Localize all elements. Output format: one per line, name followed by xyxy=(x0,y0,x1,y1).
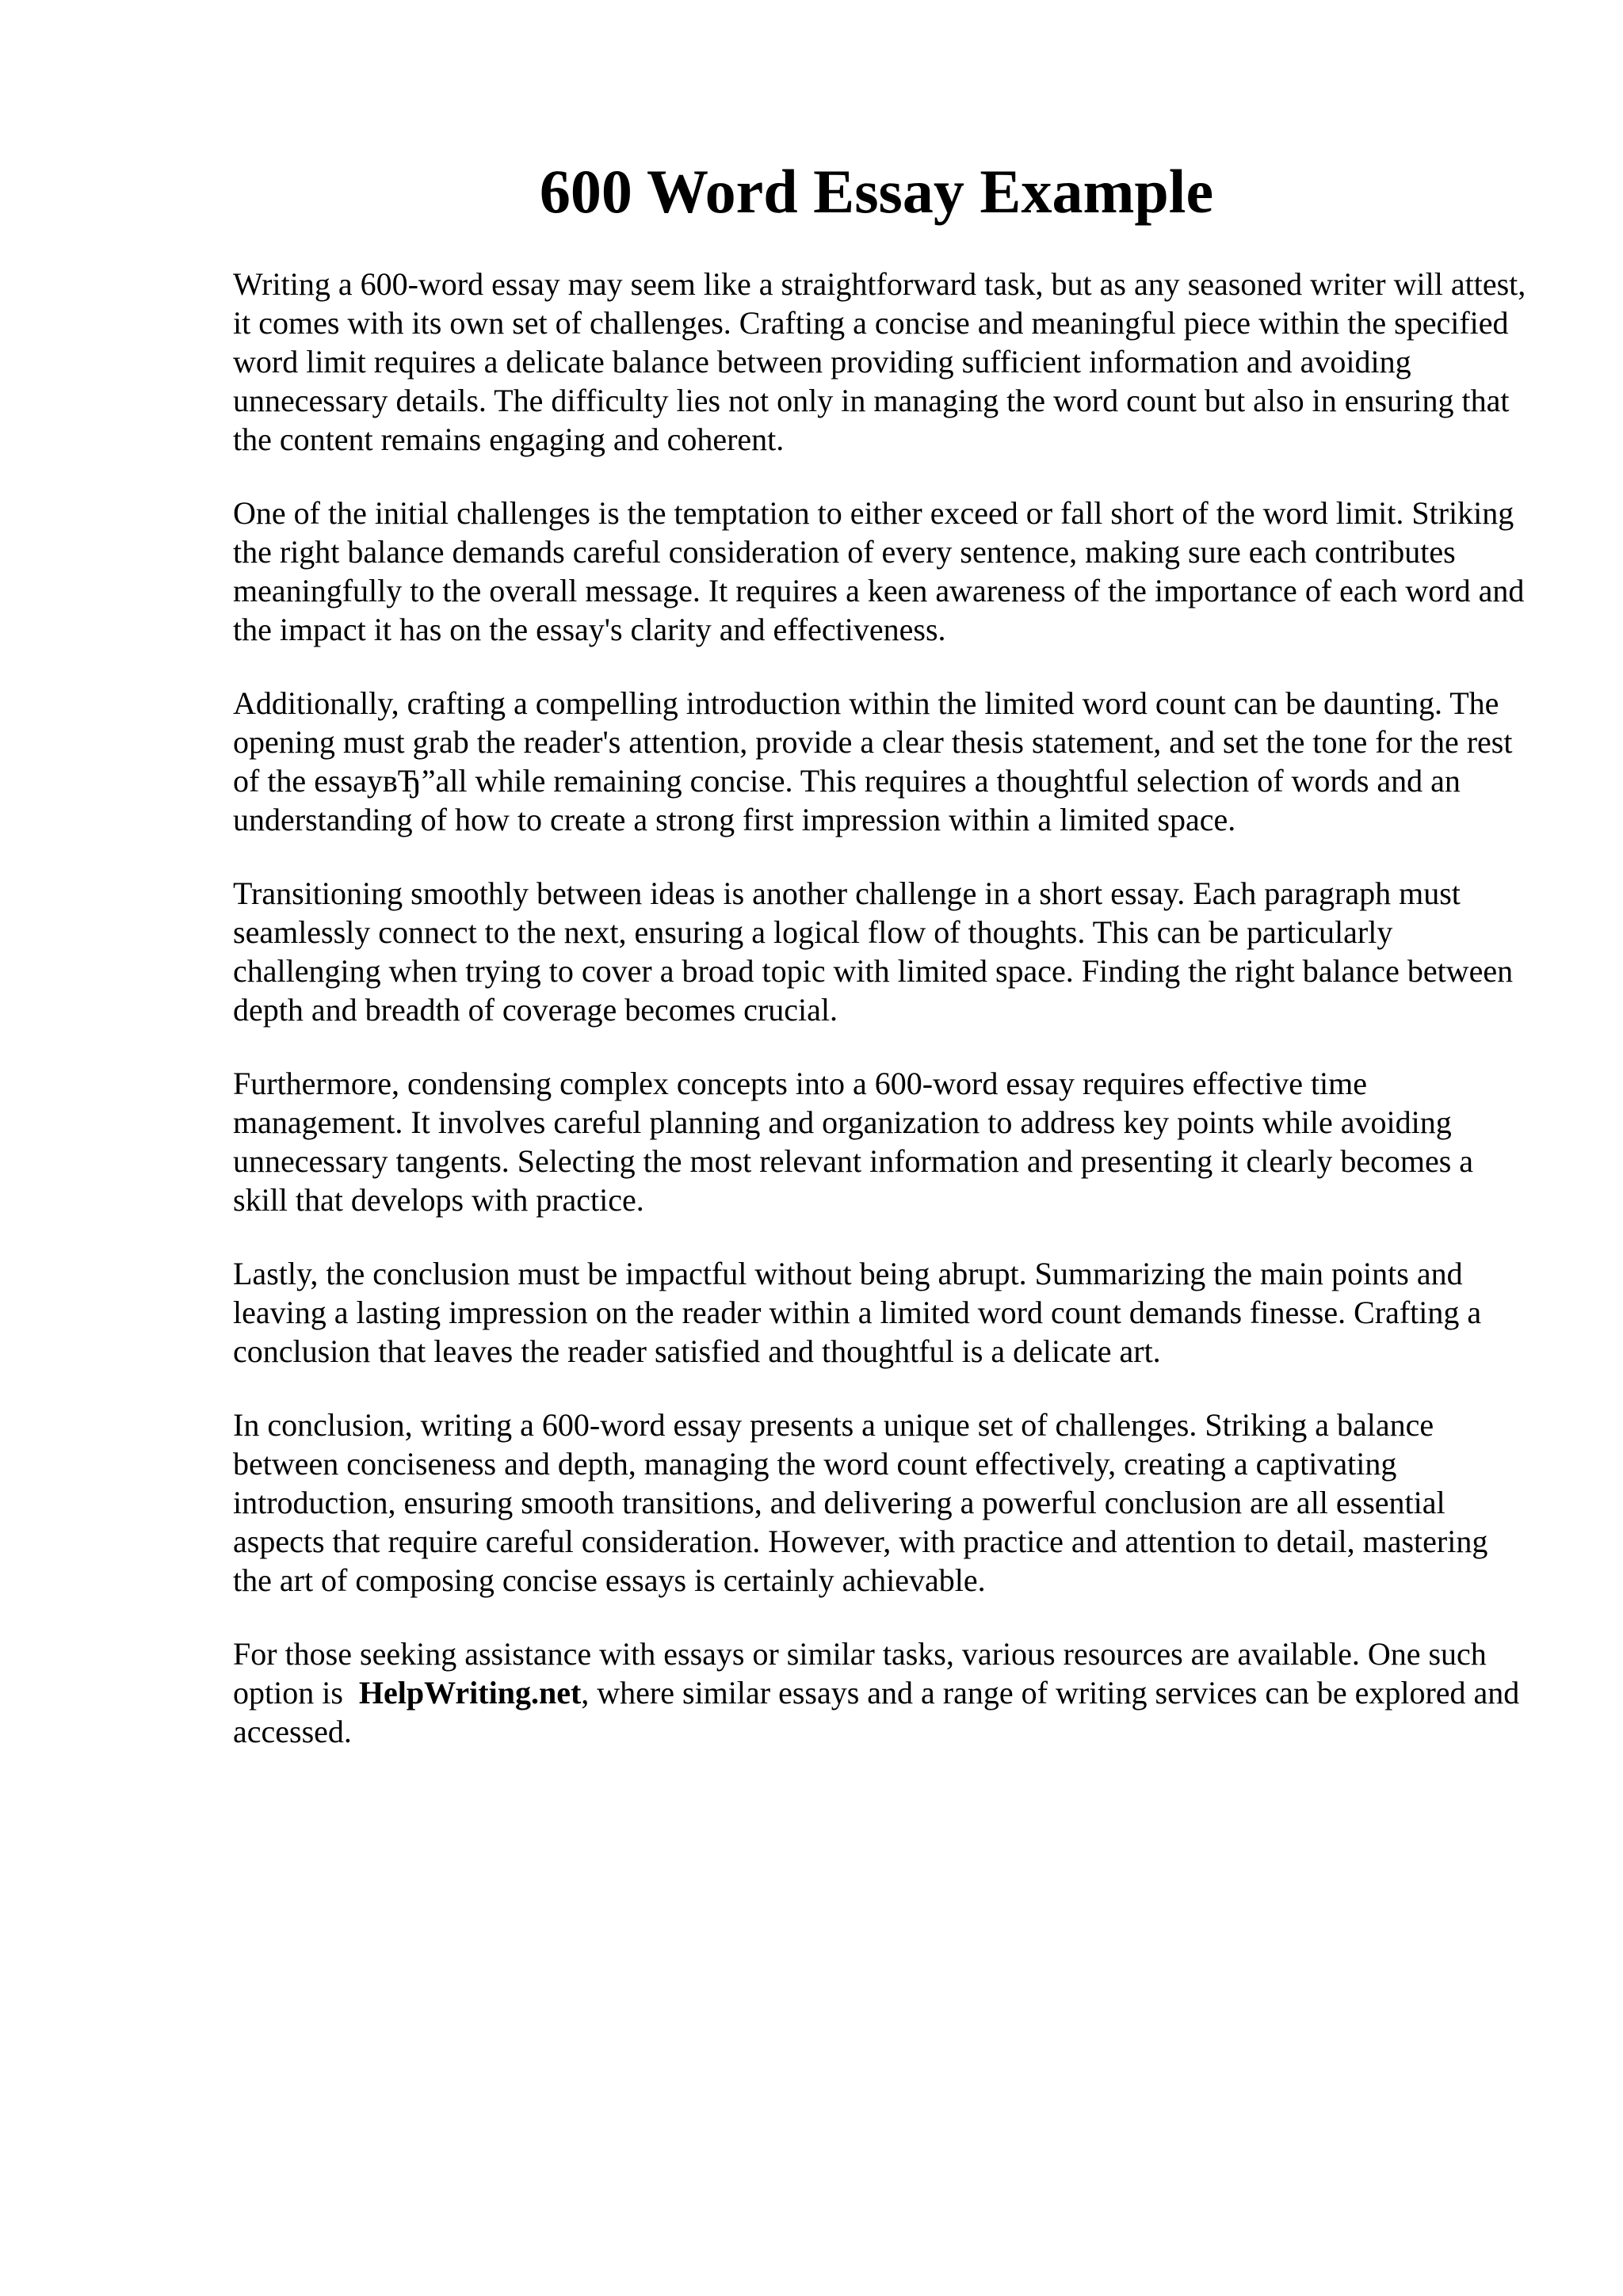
paragraph-6: Lastly, the conclusion must be impactful without being abrupt. Summarizing the main points and leaving a lasting impression on the reader within a limited word count demands finesse. Crafting a conclusion that leaves the reader satisfied and thoughtful is a delicate art. xyxy=(233,1256,1482,1369)
paragraph-7: In conclusion, writing a 600-word essay presents a unique set of challenges. Striking a balance between conciseness and depth, managing the word count effectively, creating a captivating introduction, ensuring smooth transitions, and delivering a powerful conclusion are all essential aspects that require careful consideration. However, with practice and attention to detail, mastering the art of composing concise essays is certainly achievable. xyxy=(233,1407,1488,1598)
paragraph-8 xyxy=(233,1634,1533,1751)
page-title: 600 Word Essay Example xyxy=(539,157,1214,226)
essay-body xyxy=(233,265,1533,1786)
paragraph-8-intro: For those seeking assistance with essays or similar tasks, various resources are available. One such option is xyxy=(233,1636,1487,1711)
helpwriting-link[interactable]: HelpWriting.net xyxy=(358,1675,582,1711)
paragraph-3: Additionally, crafting a compelling introduction within the limited word count can be daunting. The opening must grab the reader's attention, provide a clear thesis statement, and set the tone for the rest of the essayвЂ”all while remaining concise. This requires a thoughtful selection of words and an understanding of how to create a strong first impression within a limited space. xyxy=(233,685,1513,837)
paragraph-2: One of the initial challenges is the temptation to either exceed or fall short of the word limit. Striking the right balance demands careful consideration of every sentence, making sure each contributes meaningfully to the overall message. It requires a keen awareness of the importance of each word and the impact it has on the essay's clarity and effectiveness. xyxy=(233,495,1525,647)
paragraph-4: Transitioning smoothly between ideas is another challenge in a short essay. Each paragraph must seamlessly connect to the next, ensuring a logical flow of thoughts. This can be particularly challenging when trying to cover a broad topic with limited space. Finding the right balance between depth and breadth of coverage becomes crucial. xyxy=(233,875,1514,1028)
paragraph-8-outro: , where similar essays and a range of writing services can be explored and accessed. xyxy=(233,1675,1520,1749)
paragraph-5: Furthermore, condensing complex concepts into a 600-word essay requires effective time management. It involves careful planning and organization to address key points while avoiding unnecessary tangents. Selecting the most relevant information and presenting it clearly becomes a skill that develops with practice. xyxy=(233,1066,1474,1218)
paragraph-1: Writing a 600-word essay may seem like a straightforward task, but as any seasoned writer will attest, it comes with its own set of challenges. Crafting a concise and meaningful piece within the specified word limit requires a delicate balance between providing sufficient information and avoiding unnecessary details. The difficulty lies not only in managing the word count but also in ensuring that the content remains engaging and coherent. xyxy=(233,266,1526,457)
